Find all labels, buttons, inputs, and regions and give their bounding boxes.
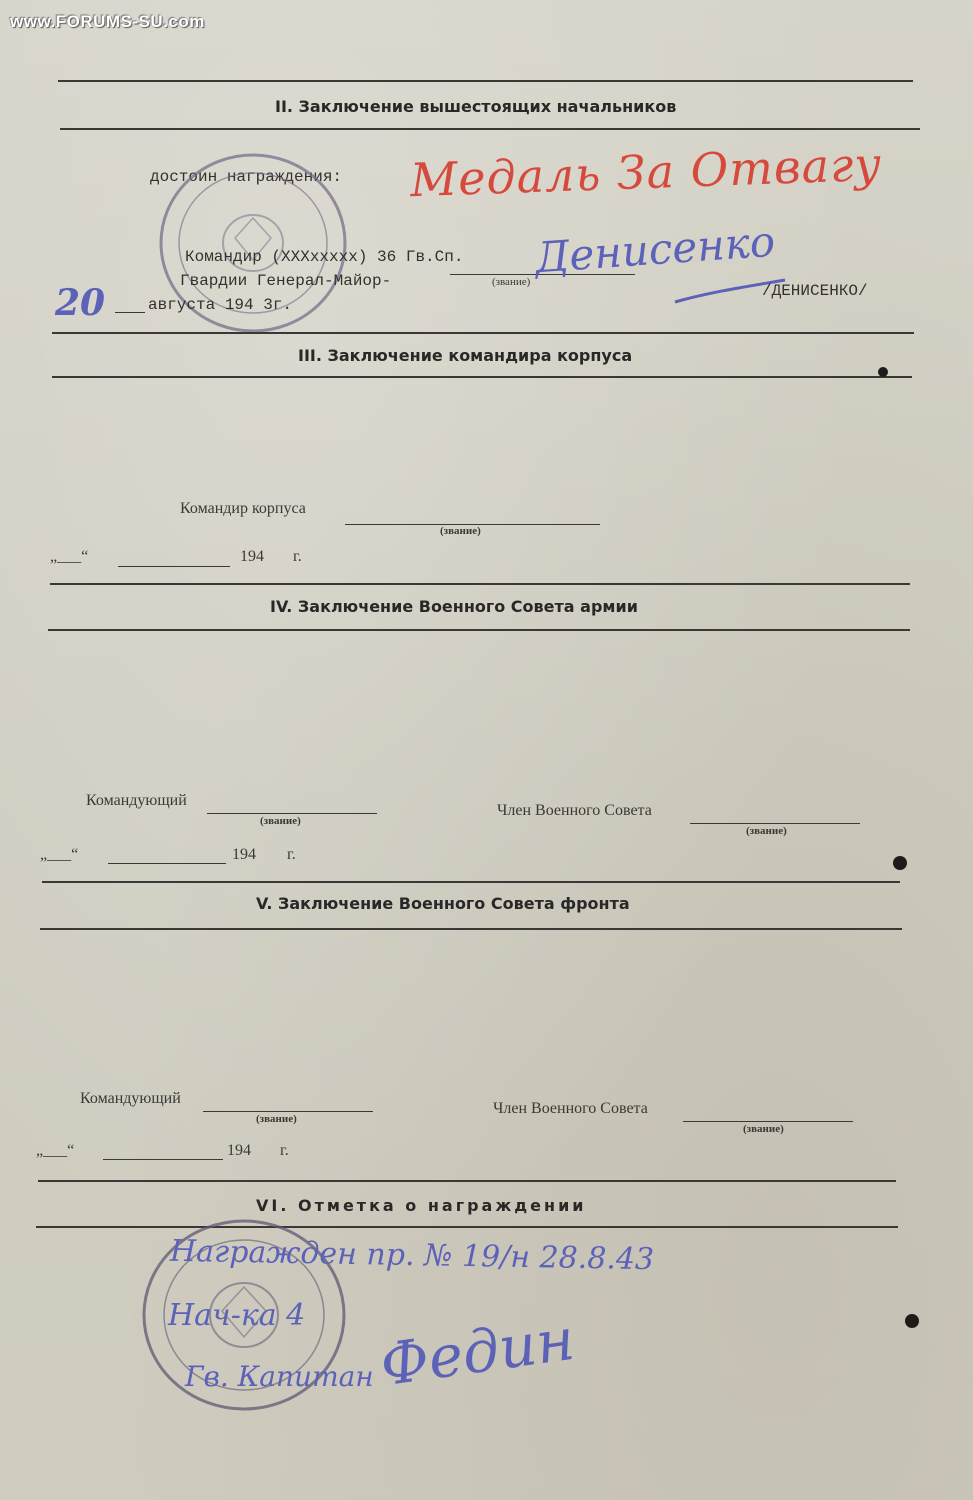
front-rank-caption-left: (звание)	[256, 1113, 297, 1125]
commander-name: /ДЕНИСЕНКО/	[762, 282, 868, 300]
commander-signature: Денисенко	[533, 216, 777, 283]
section3-date-prefix: „___“	[50, 548, 89, 565]
section3-date-underline	[118, 566, 230, 567]
section4-date-prefix: „___“	[40, 846, 79, 863]
award-note-line2: Нач-ка 4	[168, 1298, 306, 1333]
section4-date-year: 194	[232, 846, 256, 863]
section6-heading: VI. Отметка о награждении	[256, 1196, 587, 1215]
rank-caption: (звание)	[492, 276, 531, 288]
section5-heading: V. Заключение Военного Совета фронта	[256, 894, 630, 913]
worthy-label: достоин награждения:	[150, 168, 343, 186]
army-member-underline	[690, 823, 860, 824]
section2-heading-rule	[60, 128, 920, 130]
section4-heading-rule	[48, 629, 910, 631]
front-rank-caption-right: (звание)	[743, 1123, 784, 1135]
rank-line: Гвардии Генерал-Майор-	[180, 272, 392, 290]
army-rank-caption-left: (звание)	[260, 815, 301, 827]
army-commander-underline	[207, 813, 377, 814]
day-underline	[115, 312, 145, 313]
section5-date-suffix: г.	[280, 1142, 289, 1159]
section2-heading: II. Заключение вышестоящих начальников	[275, 97, 677, 116]
watermark: www.FORUMS-SU.com	[10, 12, 205, 31]
section4-bottom-rule	[42, 881, 900, 883]
front-member-underline	[683, 1121, 853, 1122]
section5-bottom-rule	[38, 1180, 896, 1182]
section3-top-rule	[52, 332, 914, 334]
section2-top-rule	[58, 80, 913, 82]
day-handwritten: 20	[55, 282, 106, 324]
army-rank-caption-right: (звание)	[746, 825, 787, 837]
commander-line: Командир (XXXxxxxx) 36 Гв.Сп.	[185, 248, 464, 266]
award-handwritten: Медаль За Отвагу	[409, 136, 883, 208]
section3-bottom-rule	[50, 583, 910, 585]
section3-date-suffix: г.	[293, 548, 302, 565]
section5-heading-rule	[40, 928, 902, 930]
section3-heading-rule	[52, 376, 912, 378]
punch-hole-middle	[893, 856, 907, 870]
front-member-label: Член Военного Совета	[493, 1100, 648, 1117]
section5-date-prefix: „___“	[36, 1142, 75, 1159]
section4-heading: IV. Заключение Военного Совета армии	[270, 597, 638, 616]
punch-hole-upper	[878, 367, 888, 377]
front-commander-underline	[203, 1111, 373, 1112]
award-note-line1: Награжден пр. № 19/н 28.8.43	[169, 1233, 655, 1278]
section3-date-year: 194	[240, 548, 264, 565]
army-commander-label: Командующий	[86, 792, 187, 809]
section3-heading: III. Заключение командира корпуса	[298, 346, 633, 365]
award-note-line3: Гв. Капитан	[185, 1360, 374, 1393]
punch-hole-lower	[905, 1314, 919, 1328]
section5-date-year: 194	[227, 1142, 251, 1159]
front-commander-label: Командующий	[80, 1090, 181, 1107]
army-member-label: Член Военного Совета	[497, 802, 652, 819]
section5-date-underline	[103, 1159, 223, 1160]
section4-date-underline	[108, 863, 226, 864]
corps-commander-label: Командир корпуса	[180, 500, 306, 517]
corps-rank-caption: (звание)	[440, 525, 481, 537]
section4-date-suffix: г.	[287, 846, 296, 863]
award-signature: Федин	[376, 1304, 579, 1400]
date-line: августа 194 3г.	[148, 296, 293, 314]
